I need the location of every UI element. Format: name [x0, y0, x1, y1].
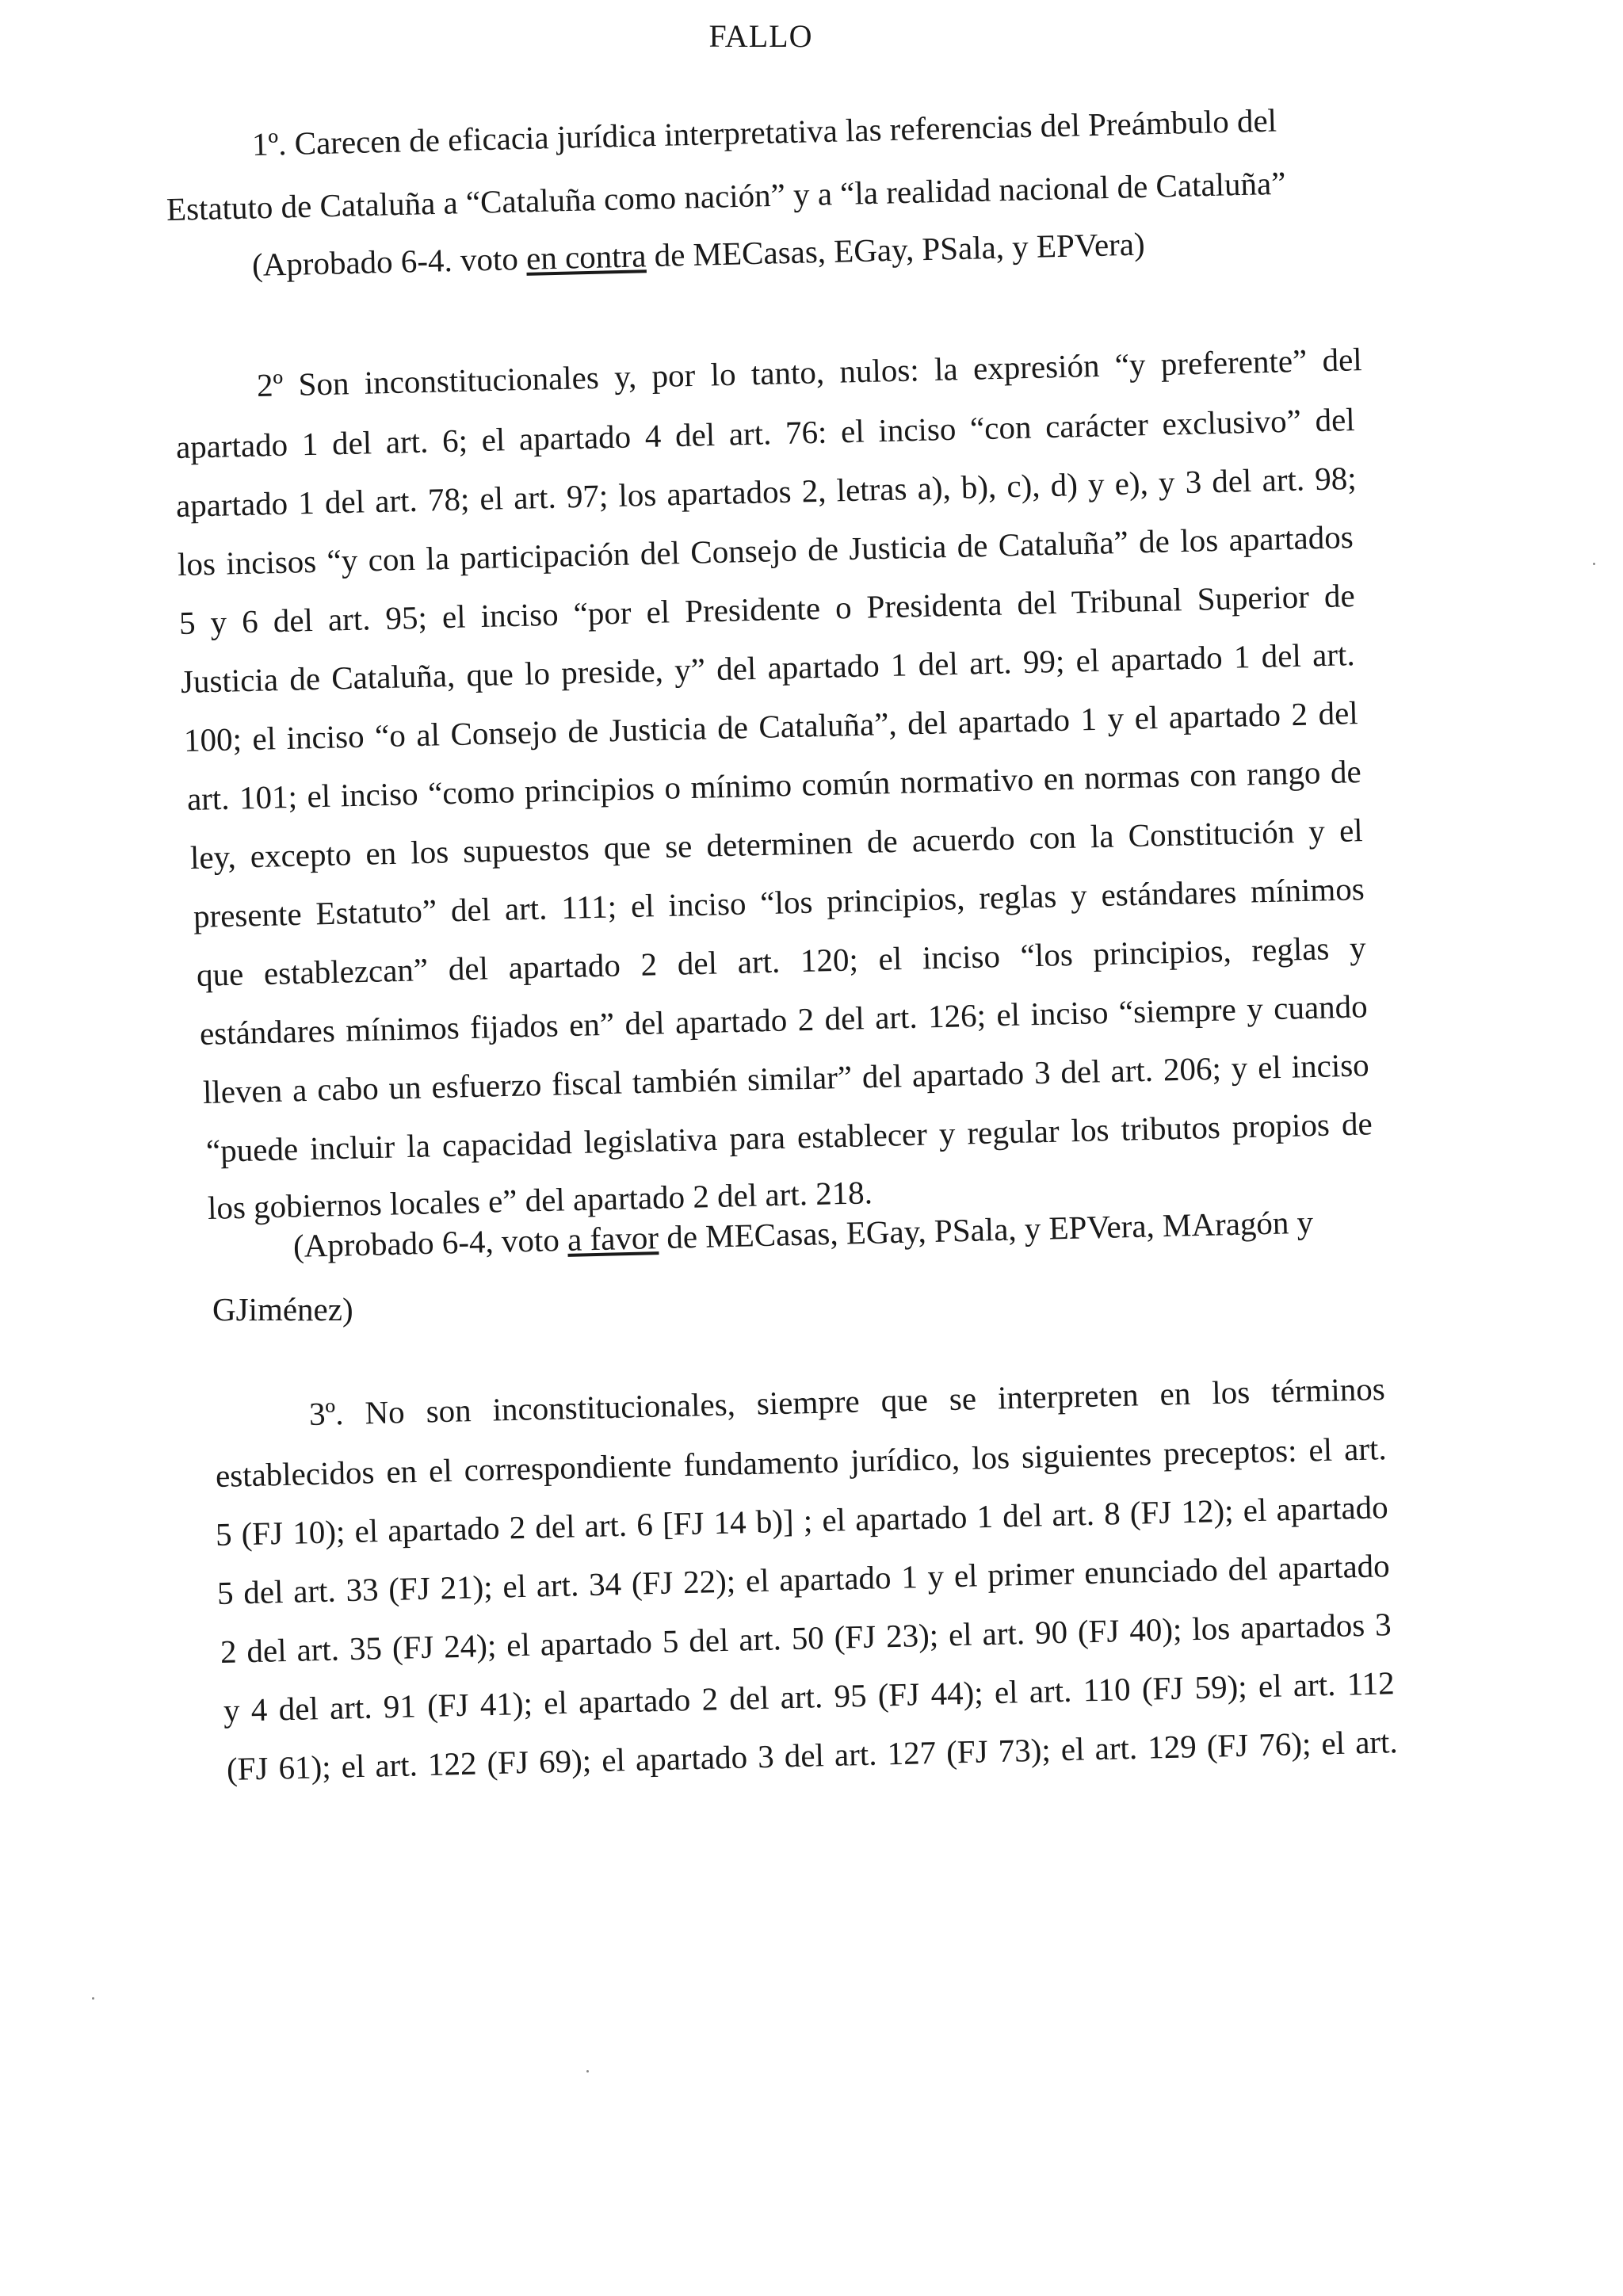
section-2-line-7: 100; el inciso “o al Consejo de Justicia de Cataluña”, del apartado 1 y el apartado 2 del	[183, 694, 1359, 758]
vote-emphasis: en contra	[525, 237, 647, 277]
section-1-vote	[251, 224, 1145, 284]
section-3-line-4: 5 del art. 33 (FJ 21); el art. 34 (FJ 22); el apartado 1 y el primer enunciado del apartado	[216, 1547, 1391, 1611]
section-2-line-9: ley, excepto en los supuestos que se determinen de acuerdo con la Constitución y el	[189, 812, 1364, 876]
section-2-line-14: “puede incluir la capacidad legislativa para establecer y regular los tributos propios de	[205, 1105, 1373, 1169]
section-2-line-8: art. 101; el inciso “como principios o mínimo común normativo en normas con rango de	[186, 753, 1362, 817]
section-2-line-11: que establezcan” del apartado 2 del art. 120; el inciso “los principios, reglas y	[196, 929, 1367, 993]
section-3-line-7: (FJ 61); el art. 122 (FJ 69); el apartado 3 del art. 127 (FJ 73); el art. 129 (FJ 76); el art.	[226, 1723, 1399, 1787]
scan-speck	[92, 1997, 94, 2000]
section-2-line-1: 2º Son inconstitucionales y, por lo tanto, nulos: la expresión “y preferente” del	[256, 341, 1363, 403]
vote-emphasis: a favor	[567, 1219, 659, 1258]
section-2-line-10: presente Estatuto” del art. 111; el inciso “los principios, reglas y estándares mínimos	[193, 870, 1365, 934]
section-1-line-2: Estatuto de Cataluña a “Cataluña como nación” y a “la realidad nacional de Cataluña”	[166, 164, 1286, 227]
page-title: FALLO	[708, 18, 813, 54]
section-2-line-15: los gobiernos locales e” del apartado 2 del art. 218.	[207, 1174, 873, 1226]
section-3-line-2: establecidos en el correspondiente fundamento jurídico, los siguientes preceptos: el art.	[215, 1430, 1388, 1494]
section-2-line-6: Justicia de Cataluña, que lo preside, y” del apartado 1 del art. 99; el apartado 1 del art.	[180, 636, 1356, 700]
section-2-vote-continuation: GJiménez)	[212, 1291, 353, 1328]
section-2-line-13: lleven a cabo un esfuerzo fiscal también similar” del apartado 3 del art. 206; y el inciso	[202, 1046, 1370, 1110]
section-3-line-5: 2 del art. 35 (FJ 24); el apartado 5 del art. 50 (FJ 23); el art. 90 (FJ 40); los apartados 3	[220, 1606, 1392, 1670]
section-2-line-4: los incisos “y con la participación del Consejo de Justicia de Cataluña” de los apartados	[177, 518, 1354, 583]
section-2-line-5: 5 y 6 del art. 95; el inciso “por el Presidente o Presidenta del Tribunal Superior de	[178, 577, 1356, 641]
vote-prefix: (Aprobado 6-4, voto	[292, 1221, 568, 1264]
section-2-line-3: apartado 1 del art. 78; el art. 97; los apartados 2, letras a), b), c), d) y e), y 3 del art. 98;	[175, 459, 1358, 524]
section-3-line-1: 3º. No son inconstitucionales, siempre que se interpreten en los términos	[308, 1370, 1386, 1432]
scan-speck	[1593, 563, 1595, 565]
section-2-line-2: apartado 1 del art. 6; el apartado 4 del art. 76: el inciso “con carácter exclusivo” del	[175, 400, 1356, 465]
vote-prefix: (Aprobado 6-4. voto	[251, 239, 527, 283]
scan-speck	[586, 2070, 589, 2073]
section-2-line-12: estándares mínimos fijados en” del apartado 2 del art. 126; el inciso “siempre y cuando	[199, 988, 1369, 1052]
section-1-line-1: 1º. Carecen de eficacia jurídica interpretativa las referencias del Preámbulo del	[251, 101, 1277, 162]
vote-suffix: de MECasas, EGay, PSala, y EPVera)	[645, 225, 1146, 274]
vote-suffix: de MECasas, EGay, PSala, y EPVera, MAragón y	[658, 1203, 1314, 1256]
section-3-line-3: 5 (FJ 10); el apartado 2 del art. 6 [FJ 14 b)] ; el apartado 1 del art. 8 (FJ 12); el apartado	[215, 1488, 1389, 1553]
section-3-line-6: y 4 del art. 91 (FJ 41); el apartado 2 del art. 95 (FJ 44); el art. 110 (FJ 59); el art. 112	[223, 1664, 1396, 1729]
